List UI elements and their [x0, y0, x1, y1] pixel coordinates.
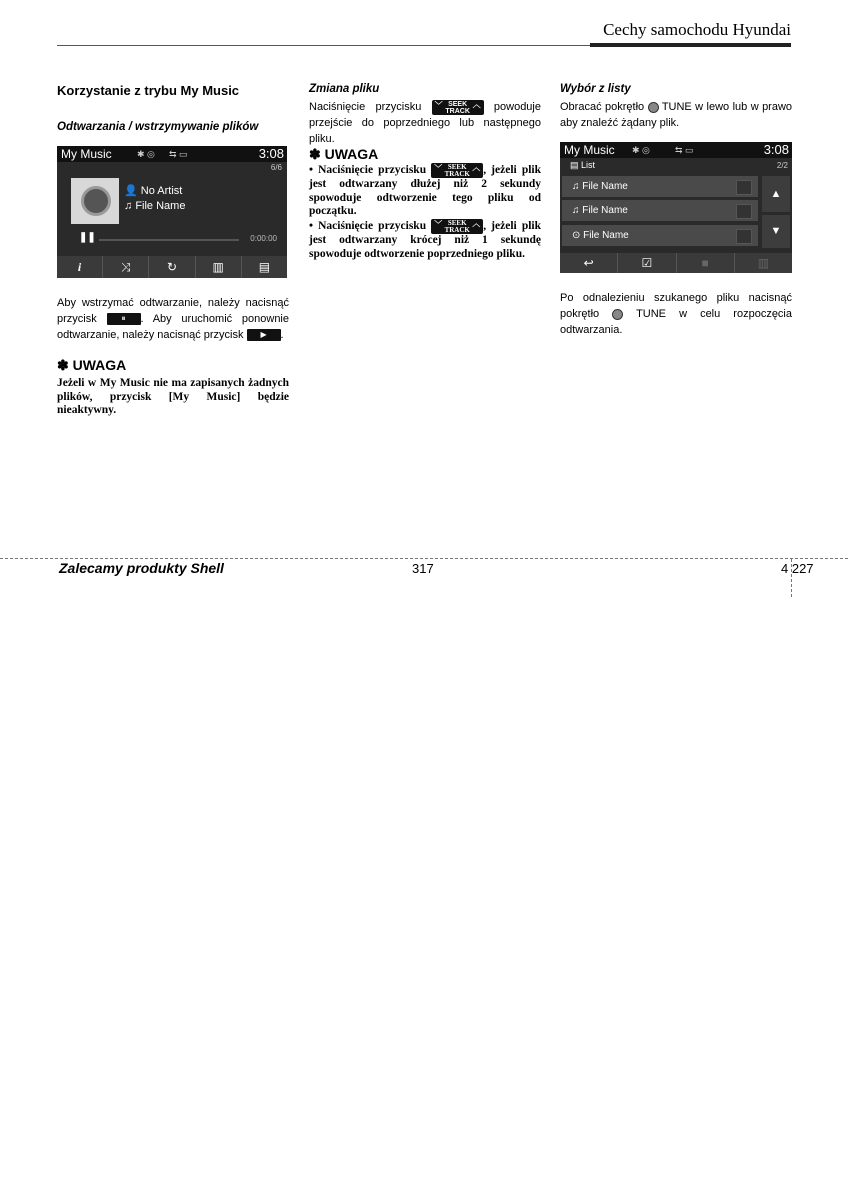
subheading-select-list: Wybór z listy — [560, 83, 631, 95]
note-bullet-1: • Naciśnięcie przycisku ﹀ SEEK TRACK ︿ , jeżeli plik jest odtwarzany dłużej niż 2 sekundy spowoduje odtworzenie tego pliku od początku. — [309, 163, 542, 217]
artist-row — [124, 184, 182, 197]
note-text: Jeżeli w My Music nie ma zapisanych żadnych plików, przycisk [My Music] będzie nieaktywny. — [57, 377, 289, 416]
pause-icon[interactable]: ❚❚ — [79, 232, 96, 243]
list-icon: ▤ — [570, 160, 579, 170]
select-list-paragraph: Obracać pokrętło TUNE w lewo lub w prawo aby znaleźć żądany plik. — [560, 101, 793, 129]
scroll-up-button[interactable]: ▲ — [762, 176, 790, 212]
play-button-inline: ▶ — [247, 329, 281, 341]
bluetooth-icon: ✱ ◎ — [632, 145, 650, 155]
section-page-number: 4 227 — [781, 561, 814, 576]
delete-button[interactable]: ▥ — [734, 253, 792, 273]
chevron-down-icon: ﹀ — [434, 100, 443, 110]
header-rule-accent — [590, 43, 791, 47]
repeat-button[interactable]: ↻ — [148, 256, 194, 278]
checkbox[interactable] — [736, 229, 752, 244]
subheading-play-pause: Odtwarzania / wstrzymywanie plików — [57, 121, 259, 133]
play-pause-paragraph: Aby wstrzymać odtwarzanie, należy nacisnąć przycisk ⏸ . Aby uruchomić ponownie odtwarzanie, należy nacisnąć przycisk ▶ . — [57, 297, 289, 341]
deselect-button[interactable]: ■ — [676, 253, 734, 273]
back-button[interactable]: ↩ — [583, 256, 594, 270]
list-button[interactable]: ▤ — [241, 256, 287, 278]
music-note-icon: ♫ — [572, 181, 580, 192]
scroll-down-button[interactable]: ▼ — [762, 215, 790, 248]
music-note-icon: ♫ — [124, 200, 133, 212]
running-header: Cechy samochodu Hyundai — [603, 20, 791, 39]
subheading-change-file: Zmiana pliku — [309, 83, 380, 95]
play-circle-icon: ⊙ — [572, 230, 581, 241]
list-header: ▤ List — [570, 160, 596, 170]
note-bullet-2: • Naciśnięcie przycisku ﹀ SEEK TRACK ︿ , jeżeli plik jest odtwarzany krócej niż 1 sekundę spowoduje odtworzenie poprzedniego pliku. — [309, 219, 542, 260]
file-name: File Name — [135, 200, 186, 212]
bluetooth-icon: ✱ ◎ — [137, 149, 155, 159]
elapsed-time: 0:00:00 — [250, 234, 277, 243]
note-heading-2: ✽ UWAGA — [309, 146, 379, 162]
list-button-bar — [560, 253, 792, 273]
delete-button[interactable]: ▥ — [195, 256, 241, 278]
screen-time: 3:08 — [258, 146, 284, 161]
footer-note: Zalecamy produkty Shell — [59, 560, 224, 576]
seek-track-button-inline: ﹀ SEEK TRACK ︿ — [431, 163, 483, 178]
progress-bar[interactable] — [99, 239, 239, 241]
player-screen — [57, 146, 287, 278]
checkbox[interactable] — [736, 180, 752, 195]
usb-icon: ⇆ ▭ — [675, 145, 694, 155]
usb-icon: ⇆ ▭ — [169, 149, 188, 159]
person-icon: 👤 — [124, 185, 138, 197]
seek-track-button-inline: ﹀ SEEK TRACK ︿ — [432, 100, 484, 115]
page-number: 317 — [412, 561, 434, 576]
note-heading: ✽ UWAGA — [57, 357, 127, 373]
file-row — [124, 200, 185, 212]
tune-knob-icon — [648, 102, 659, 113]
list-item[interactable]: ⊙ File Name — [562, 225, 758, 246]
select-list-paragraph-2: Po odnalezieniu szukanego pliku nacisnąć pokrętło TUNE w celu rozpoczęcia odtwarzania. — [560, 292, 792, 336]
info-button[interactable]: i — [77, 260, 82, 274]
list-item[interactable]: ♫ File Name — [562, 200, 758, 221]
player-button-bar — [57, 256, 287, 278]
section-heading: Korzystanie z trybu My Music — [57, 83, 240, 98]
shuffle-button[interactable]: ⤨ — [102, 256, 148, 278]
screen-title-2: My Music — [564, 143, 615, 157]
music-note-icon: ♫ — [572, 205, 580, 216]
album-art — [71, 178, 119, 224]
checkbox[interactable] — [736, 204, 752, 219]
footer-rule — [0, 558, 848, 559]
track-count: 6/6 — [270, 163, 282, 172]
screen-time-2: 3:08 — [763, 142, 789, 157]
screen-title: My Music — [61, 147, 112, 161]
select-all-button[interactable]: ☑ — [617, 253, 675, 273]
seek-track-button-inline: ﹀ SEEK TRACK ︿ — [431, 219, 483, 234]
artist-name: No Artist — [140, 185, 183, 197]
page-indicator: 2/2 — [776, 161, 788, 170]
pause-button-inline: ⏸ — [107, 313, 141, 325]
change-file-paragraph: Naciśnięcie przycisku ﹀ SEEK TRACK ︿ powoduje przejście do poprzedniego lub następnego pliku. — [309, 99, 541, 145]
tune-knob-icon — [612, 309, 623, 320]
chevron-up-icon: ︿ — [472, 99, 481, 109]
list-item[interactable]: ♫ File Name — [562, 176, 758, 197]
list-screen — [560, 142, 792, 273]
